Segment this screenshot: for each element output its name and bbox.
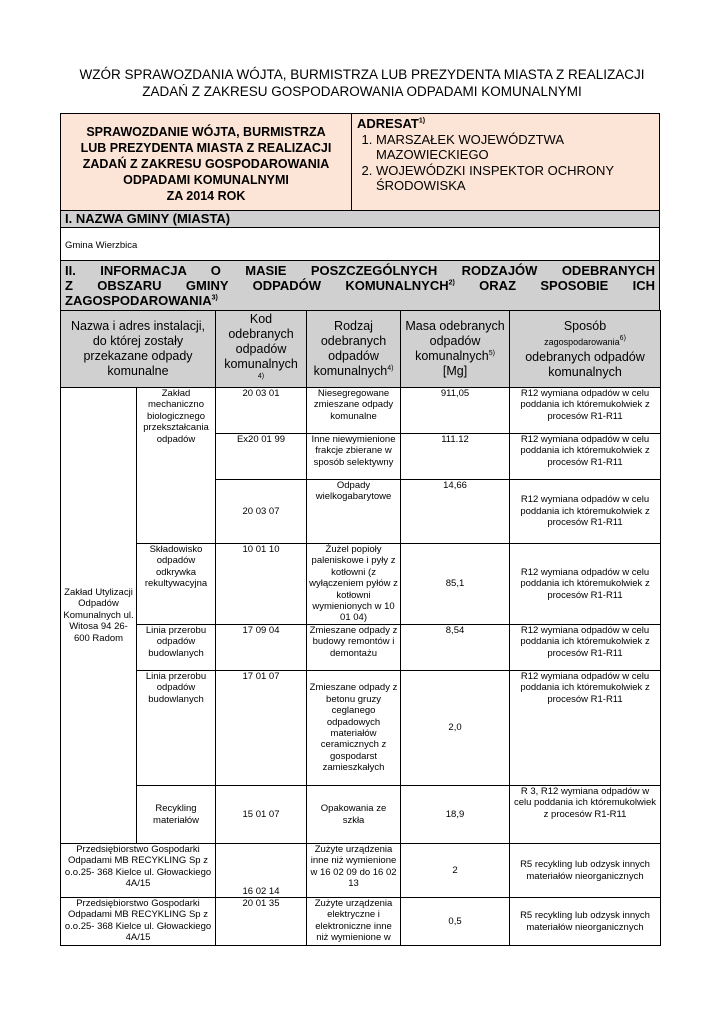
col-header-kind [307,311,401,388]
waste-kind: Odpady wielkogabarytowe [307,480,401,544]
waste-method: R12 wymiana odpadów w celu poddania ich któremukolwiek z procesów R1-R11 [510,434,661,480]
waste-method: R 3, R12 wymiana odpadów w celu poddania ich któremukolwiek z procesów R1-R11 [510,786,661,844]
section2-title [60,260,660,311]
waste-mass: 14,66 [401,480,510,544]
waste-mass: 85,1 [401,544,510,625]
footnote-ref: 4) [257,372,265,380]
waste-table [60,310,661,946]
table-row [61,388,661,434]
col-header-text: Sposób [563,318,607,333]
waste-method: R12 wymiana odpadów w celu poddania ich któremukolwiek z procesów R1-R11 [510,388,661,434]
installation-cell: Przedsiębiorstwo Gospodarki Odpadami MB RECYKLING Sp z o.o.25- 368 Kielce ul. Głowackiego 4A/15 [61,898,216,946]
waste-mass: 8,54 [401,625,510,671]
section2-text: ORAZ SPOSOBIE ICH [454,278,655,293]
section2-line: II. INFORMACJA O MASIE POSZCZEGÓLNYCH RODZAJÓW ODEBRANYCH [65,263,655,278]
sub-installation: Składowisko odpadów odkrywka rekultywacyjna [137,544,216,625]
waste-mass: 2 [401,844,510,898]
col-header-unit: [Mg] [442,364,468,378]
waste-code: 17 09 04 [216,625,307,671]
footnote-ref: 1) [418,117,426,125]
waste-mass: 111.12 [401,434,510,480]
waste-method: R5 recykling lub odzysk innych materiałów nieorganicznych [510,898,661,946]
sub-installation: Recykling materiałów [137,786,216,844]
waste-code: 10 01 10 [216,544,307,625]
table-row [61,544,661,625]
waste-method: R12 wymiana odpadów w celu poddania ich któremukolwiek z procesów R1-R11 [510,625,661,671]
waste-kind: Zużyte urządzenia inne niż wymienione w 16 02 09 do 16 02 13 [307,844,401,898]
addressee-item: 2. WOJEWÓDZKI INSPEKTOR OCHRONY ŚRODOWISKA [376,163,659,194]
waste-code: 17 01 07 [216,671,307,786]
section2-text: Z OBSZARU GMINY ODPADÓW KOMUNALNYCH [65,278,449,293]
municipality-name: Gmina Wierzbica [60,227,660,261]
col-header-installation: Nazwa i adres instalacji, do której zostały przekazane odpady komunalne [61,311,216,388]
footnote-ref: 6) [619,334,626,342]
waste-method: R12 wymiana odpadów w celu poddania ich któremukolwiek z procesów R1-R11 [510,480,661,544]
report-title [61,114,351,204]
addressee-item: 1. MARSZAŁEK WOJEWÓDZTWA MAZOWIECKIEGO [376,132,659,163]
waste-mass: 0,5 [401,898,510,946]
waste-method: R5 recykling lub odzysk innych materiałów nieorganicznych [510,844,661,898]
waste-kind: Żużel popioły paleniskowe i pyły z kotłowni (z wyłączeniem pyłów z kotłowni wymienionych w 10 01 04) [307,544,401,625]
waste-method: R12 wymiana odpadów w celu poddania ich któremukolwiek z procesów R1-R11 [510,544,661,625]
report-title-line: ODPADAMI KOMUNALNYMI [123,173,289,187]
waste-mass: 18,9 [401,786,510,844]
col-header-text: odebranych odpadów komunalnych [525,349,645,379]
installation-cell: Przedsiębiorstwo Gospodarki Odpadami MB RECYKLING Sp z o.o.25- 368 Kielce ul. Głowackiego 4A/15 [61,844,216,898]
waste-kind: Zmieszane odpady z betonu gruzy ceglanego odpadowych materiałów ceramicznych z gospodarst zamieszkałych [307,671,401,786]
waste-code: 20 01 35 [216,898,307,946]
waste-code: 20 03 01 [216,388,307,434]
table-row [61,786,661,844]
waste-kind: Zmieszane odpady z budowy remontów i demontażu [307,625,401,671]
table-row [61,844,661,898]
waste-kind: Niesegregowane zmieszane odpady komunalne [307,388,401,434]
waste-code: Ex20 01 99 [216,434,307,480]
waste-kind: Opakowania ze szkła [307,786,401,844]
col-header-text: Rodzaj odebranych odpadów komunalnych [313,319,388,378]
footnote-ref: 4) [387,364,394,372]
table-header-row [61,311,661,388]
footnote-ref: 5) [488,349,495,357]
installation-cell: Zakład Utylizacji Odpadów Komunalnych ul. Witosa 94 26-600 Radom [61,388,137,844]
sub-installation: Linia przerobu odpadów budowlanych [137,625,216,671]
report-title-line: LUB PREZYDENTA MIASTA Z REALIZACJI [80,141,332,155]
table-row [61,625,661,671]
col-header-mass [401,311,510,388]
waste-code: 15 01 07 [216,786,307,844]
document-title: WZÓR SPRAWOZDANIA WÓJTA, BURMISTRZA LUB PREZYDENTA MIASTA Z REALIZACJI ZADAŃ Z ZAKRESU GOSPODAROWANIA ODPADAMI KOMUNALNYMI [79,67,645,99]
table-row [61,671,661,786]
report-title-line: ZADAŃ Z ZAKRESU GOSPODAROWANIA [82,157,330,171]
report-year: ZA 2014 ROK [166,189,246,203]
addressee-label-text: ADRESAT [357,116,419,131]
sub-installation: Linia przerobu odpadów budowlanych [137,671,216,786]
footnote-ref: 3) [211,294,218,302]
col-header-method [510,311,661,388]
waste-kind: Zużyte urządzenia elektryczne i elektroniczne inne niż wymienione w [307,898,401,946]
table-row [61,898,661,946]
addressee-box [351,113,660,211]
waste-method: R12 wymiana odpadów w celu poddania ich któremukolwiek z procesów R1-R11 [510,671,661,786]
col-header-text: zagospodarowania [544,336,620,347]
sub-installation: Zakład mechaniczno biologicznego przekształcania odpadów [137,388,216,544]
report-title-box [60,113,352,211]
section1-title: I. NAZWA GMINY (MIASTA) [60,210,660,228]
col-header-text: Masa odebranych odpadów komunalnych [405,319,505,363]
waste-mass: 911,05 [401,388,510,434]
addressee-label [357,116,659,132]
section2-text: ZAGOSPODAROWANIA [65,293,212,308]
waste-code: 16 02 14 [216,844,307,898]
waste-code: 20 03 07 [216,480,307,544]
report-title-line: SPRAWOZDANIE WÓJTA, BURMISTRZA [86,125,326,139]
col-header-code [216,311,307,388]
waste-kind: Inne niewymienione frakcje zbierane w sposób selektywny [307,434,401,480]
section2-line [65,278,655,293]
col-header-text: Kod odebranych odpadów komunalnych [224,311,298,371]
section2-line [65,293,655,308]
waste-mass: 2,0 [401,671,510,786]
footnote-ref: 2) [448,279,455,287]
